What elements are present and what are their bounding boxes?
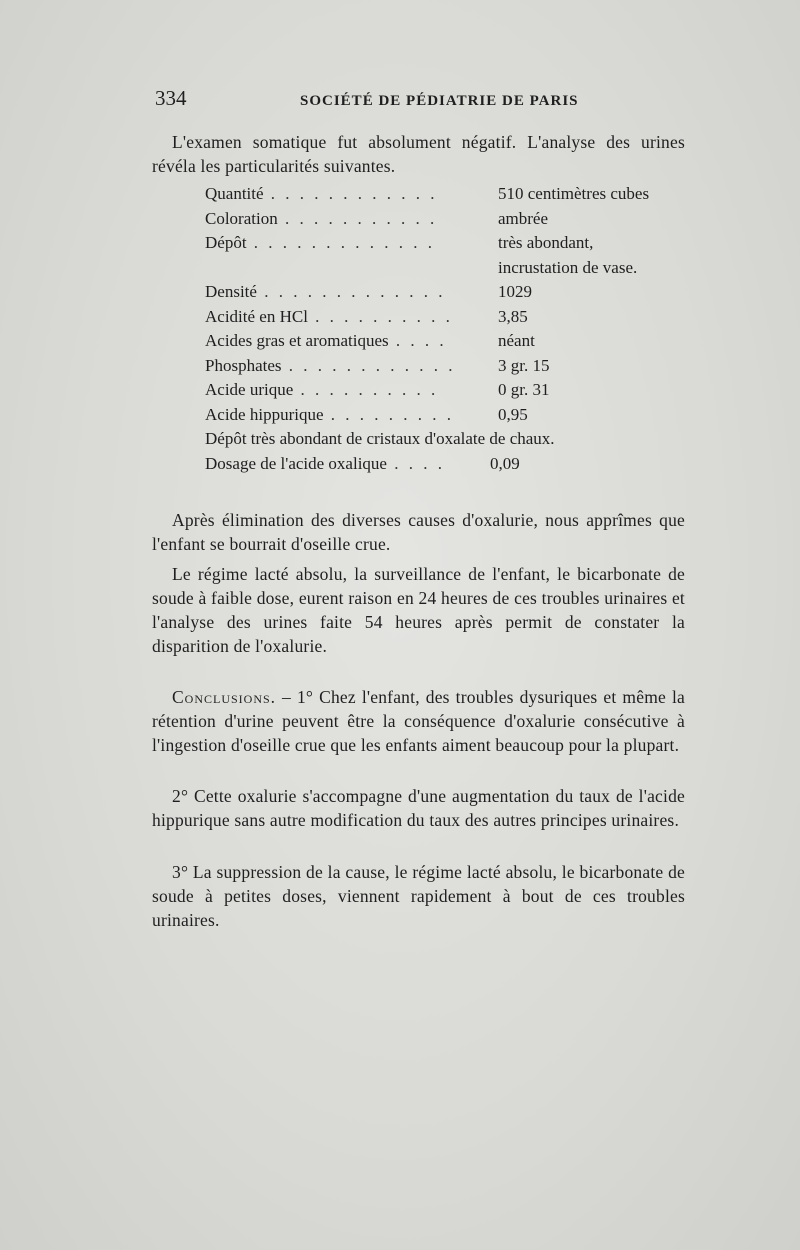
conclusion-3: 3° La suppression de la cause, le régime lacté absolu, le bicarbonate de soude à petites doses, viennent rapidement à bout de ces troubles urinaires. [152, 862, 685, 930]
conclusions-heading: Conclusions. [172, 687, 277, 707]
table-row [205, 231, 685, 256]
row-label: Quantité . . . . . . . . . . . . [205, 184, 438, 203]
row-label: Coloration . . . . . . . . . . . [205, 208, 438, 228]
running-title: SOCIÉTÉ DE PÉDIATRIE DE PARIS [300, 93, 579, 109]
row-value: 0,95 [498, 404, 528, 424]
table-row [205, 182, 685, 207]
row-label: Acides gras et aromatiques . . . . [205, 331, 447, 350]
conclusion-1: Conclusions. – 1° Chez l'enfant, des troubles dysuriques et même la rétention d'urine peuvent être la conséquence d'oxalurie consécutive à l'ingestion d'oseille crue que les enfants aiment beaucoup pour la plupart. [152, 687, 685, 755]
row-label: Acidité en HCl . . . . . . . . . . [205, 306, 453, 326]
row-value: 1029 [498, 282, 532, 301]
table-row [205, 403, 685, 428]
table-row [205, 280, 685, 305]
oxalic-row [205, 452, 685, 477]
paragraph-elimination: Après élimination des diverses causes d'oxalurie, nous apprîmes que l'enfant se bourrait d'oseille crue. [152, 510, 685, 554]
row-value: 510 centimètres cubes [498, 184, 650, 203]
paragraph-treatment: Le régime lacté absolu, la surveillance de l'enfant, le bicarbonate de soude à faible dose, eurent raison en 24 heures de ces troubles urinaires et l'analyse des urines faite 54 heures après permit de constater la disparition de l'oxalurie. [152, 564, 685, 656]
row-label: Acide urique . . . . . . . . . . [205, 380, 439, 399]
row-value: 3,85 [498, 306, 528, 326]
row-value: ambrée [498, 208, 549, 228]
row-value: 3 gr. 15 [498, 355, 550, 375]
table-row [205, 207, 685, 232]
conclusion-2: 2° Cette oxalurie s'accompagne d'une augmentation du taux de l'acide hippurique sans autre modification du taux des autres principes urinaires. [152, 786, 685, 830]
table-row [205, 305, 685, 330]
table-row [205, 378, 685, 403]
table-row [205, 329, 685, 354]
table-row [205, 354, 685, 379]
row-value: 0,09 [490, 453, 520, 473]
deposit-note-row [205, 427, 685, 452]
row-label: Acide hippurique . . . . . . . . . [205, 404, 454, 424]
row-label: Densité . . . . . . . . . . . . . [205, 282, 446, 301]
row-label: Dépôt . . . . . . . . . . . . . [205, 233, 436, 252]
page-number: 334 [155, 86, 187, 110]
urine-analysis-table [205, 182, 685, 476]
table-row [205, 256, 685, 281]
row-value: 0 gr. 31 [498, 380, 550, 399]
row-label: Dosage de l'acide oxalique . . . . [205, 453, 445, 473]
intro-paragraph: L'examen somatique fut absolument négatif. L'analyse des urines révéla les particularités suivantes. [152, 132, 685, 176]
deposit-note: Dépôt très abondant de cristaux d'oxalate de chaux. [205, 429, 555, 448]
row-value: incrustation de vase. [498, 257, 638, 277]
conclusion-1-text: 1° Chez l'enfant, des troubles dysuriques et même la rétention d'urine peuvent être la conséquence d'oxalurie consécutive à l'ingestion d'oseille crue que les enfants aiment beaucoup pour la plupart. [152, 687, 685, 755]
row-label: Phosphates . . . . . . . . . . . . [205, 355, 456, 375]
row-value: très abondant, [498, 233, 594, 252]
row-value: néant [498, 331, 535, 350]
page-header [155, 86, 685, 116]
